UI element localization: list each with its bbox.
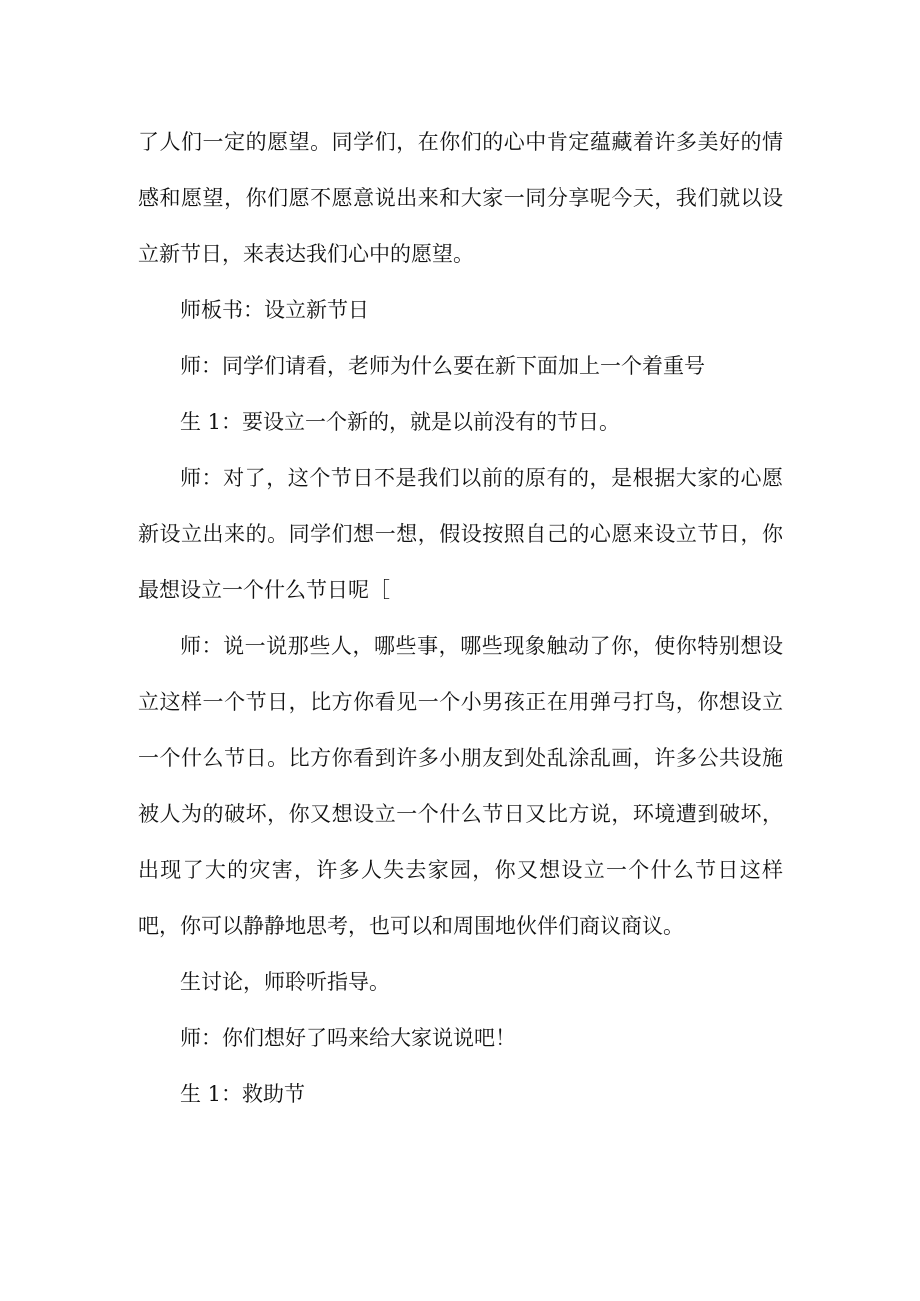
- paragraph-teacher-question: 师：同学们请看，老师为什么要在新下面加上一个着重号: [180, 354, 705, 378]
- paragraph-discussion: 生讨论，师聆听指导。: [180, 970, 390, 994]
- paragraph-board-writing: 师板书：设立新节日: [180, 298, 369, 322]
- paragraph-teacher-explain: 师：对了，这个节日不是我们以前的原有的，是根据大家的心愿新设立出来的。同学们想一想，假设按照自己的心愿来设立节日，你最想设立一个什么节日呢［: [138, 466, 783, 602]
- paragraph-teacher-prompt: 师：说一说那些人，哪些事，哪些现象触动了你，使你特别想设立这样一个节日，比方你看见一个小男孩正在用弹弓打鸟，你想设立一个什么节日。比方你看到许多小朋友到处乱涂乱画，许多公共设施被人为的破坏，你又想设立一个什么节日又比方说，环境遭到破坏，出现了大的灾害，许多人失去家园，你又想设立一个什么节日这样吧，你可以静静地思考，也可以和周围地伙伴们商议商议。: [138, 634, 783, 938]
- paragraph-student-answer-1: 生 1：要设立一个新的，就是以前没有的节日。: [180, 410, 621, 434]
- paragraph-teacher-invite: 师：你们想好了吗来给大家说说吧！: [180, 1026, 516, 1050]
- paragraph-intro: 了人们一定的愿望。同学们，在你们的心中肯定蕴藏着许多美好的情感和愿望，你们愿不愿意说出来和大家一同分享呢今天，我们就以设立新节日，来表达我们心中的愿望。: [138, 130, 783, 266]
- paragraph-student-answer-2: 生 1：救助节: [180, 1082, 306, 1106]
